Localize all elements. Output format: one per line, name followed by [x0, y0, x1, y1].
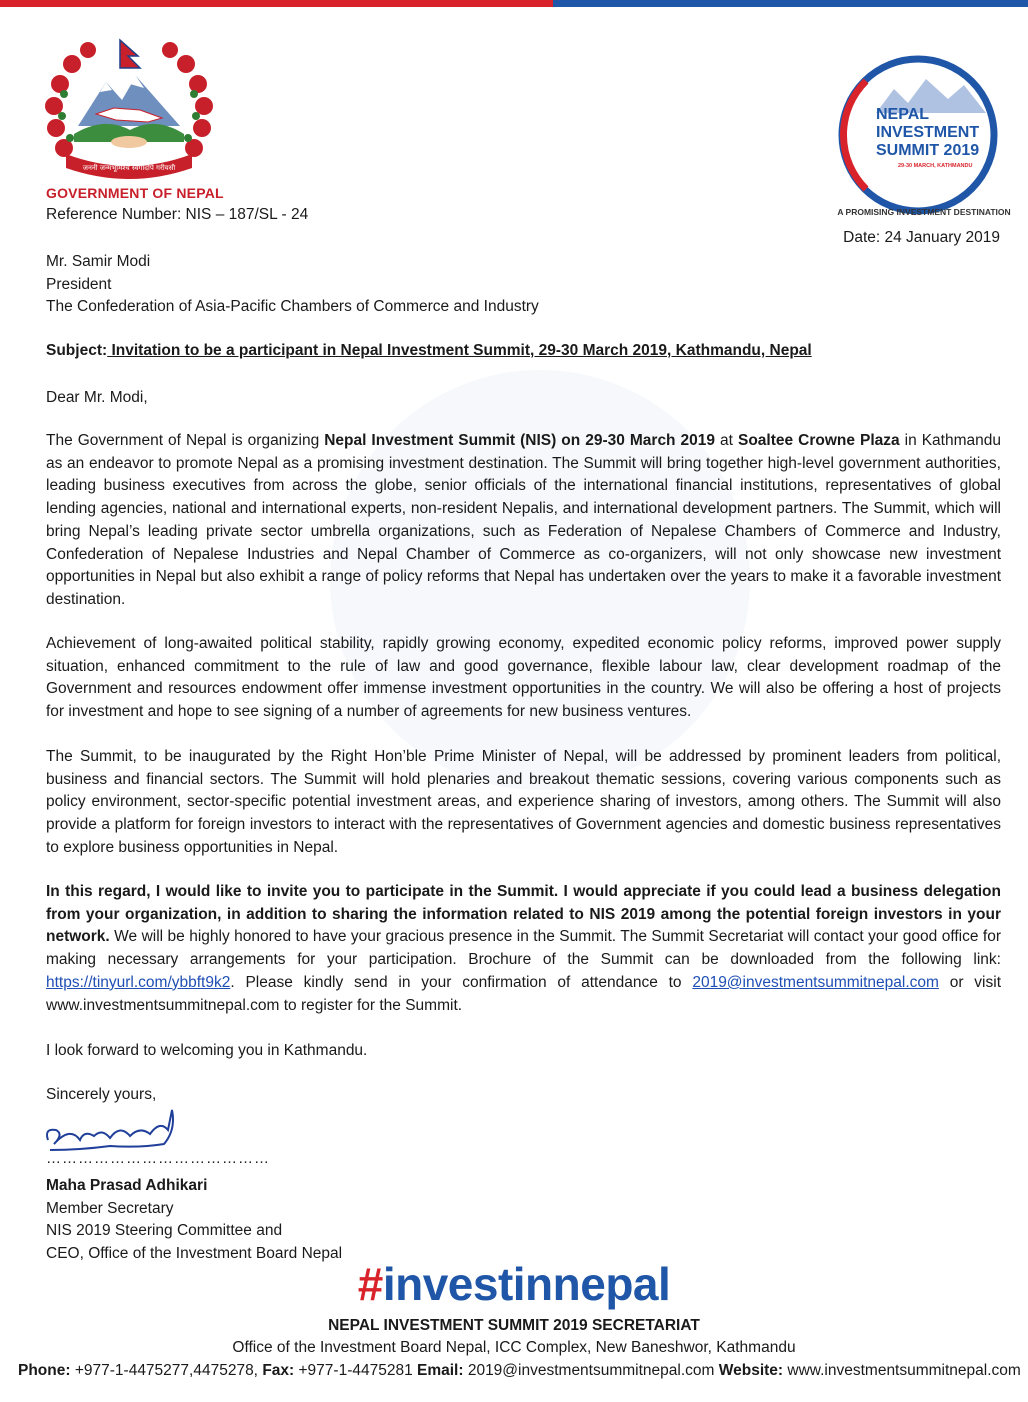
logo-line-summit: SUMMIT 2019 — [876, 142, 980, 159]
email-link[interactable]: 2019@investmentsummitnepal.com — [692, 973, 939, 991]
p4-text-1: We will be highly honored to have your gracious presence in the Summit. The Summit Secretariat will contact your good office for making necessary arrangements for your participation. Brochure of the Summit can be downloaded from the following link: — [46, 928, 1001, 969]
addressee-block — [46, 251, 539, 319]
salutation: Dear Mr. Modi, — [46, 389, 148, 406]
footer-website[interactable]: www.investmentsummitnepal.com — [783, 1362, 1021, 1379]
fax-value: +977-1-4475281 — [294, 1362, 417, 1379]
signer-name: Maha Prasad Adhikari — [46, 1177, 208, 1194]
fax-label: Fax: — [262, 1362, 295, 1379]
paragraph-2: Achievement of long-awaited political stability, rapidly growing economy, expedited economic policy reforms, improved power supply situation, enhanced commitment to the rule of law and good governance, flexible labour law, clear development roadmap of the Government and resources endowment offer immense investment opportunities in the country. We will also be offering a host of projects for investment and hope to see signing of a number of agreements for new business ventures. — [46, 635, 1001, 721]
p4-text-3: or visit www.investmentsummitnepal.com to register for the Summit. — [46, 973, 1001, 1014]
phone-label: Phone: — [18, 1362, 71, 1379]
subject-label: Subject: — [46, 342, 108, 359]
signer-title-1: Member Secretary — [46, 1199, 174, 1217]
addressee-name: Mr. Samir Modi — [46, 253, 151, 270]
logo-line-nepal: NEPAL — [876, 106, 930, 123]
footer-address: Office of the Investment Board Nepal, ICC Complex, New Baneshwor, Kathmandu — [232, 1339, 796, 1356]
email-label: Email: — [417, 1362, 464, 1379]
addressee-title: President — [46, 275, 112, 293]
p4-invitation-bold: In this regard, I would like to invite you to participate in the Summit. I would appreciate if you could lead a business delegation from your organization, in addition to sharing the information related to NIS 2019 among the potential foreign investors in your network. — [46, 883, 1001, 946]
nis-2019-logo-icon — [836, 55, 1004, 215]
p1-text-e: in Kathmandu as an endeavor to promote Nepal as a promising investment destination. The Summit will bring together high-level government authorities, leading business executives from across the globe, senior officials of the international financial institutions, representatives of global lending agencies, national and international experts, non-resident Nepalis, and international development partners. The Summit, which will bring Nepal’s leading private sector umbrella organizations, such as Federation of Nepalese Chambers of Commerce and Industry, Confederation of Nepalese Industries and Nepal Chamber of Commerce as co-organizers, will not only showcase new investment opportunities in Nepal but also exhibit a range of policy reforms that Nepal has undertaken over the years to make it a favorable investment destination. — [46, 432, 1001, 608]
footer-email[interactable]: 2019@investmentsummitnepal.com — [463, 1362, 719, 1379]
p1-text-a: The Government of Nepal is organizing — [46, 432, 325, 449]
p1-venue: Soaltee Crowne Plaza — [737, 432, 900, 449]
brochure-link[interactable]: https://tinyurl.com/ybbft9k2 — [46, 973, 231, 991]
nepal-emblem-icon — [44, 38, 214, 184]
hashtag-symbol: # — [357, 1258, 383, 1310]
paragraph-4 — [46, 881, 1001, 1017]
subject-line — [46, 342, 812, 360]
paragraph-3: The Summit, to be inaugurated by the Right Hon’ble Prime Minister of Nepal, will be addressed by prominent leaders from political, business and financial sectors. The Summit will hold plenaries and breakout thematic sessions, covering various components such as policy environment, sector-specific potential investment areas, and experience sharing of investors, among others. The Summit will also provide a platform for foreign investors to interact with the representatives of Government agencies and domestic business representatives to explore business opportunities in Nepal. — [46, 748, 1001, 856]
p1-summit-name: Nepal Investment Summit (NIS) on 29-30 March 2019 — [324, 432, 716, 449]
letter-date: Date: 24 January 2019 — [843, 229, 1000, 246]
footer-contact — [18, 1362, 1021, 1380]
hashtag-text: investinnepal — [382, 1258, 671, 1310]
top-bar-red — [0, 0, 553, 7]
addressee-organization: The Confederation of Asia-Pacific Chambers of Commerce and Industry — [46, 298, 539, 315]
p1-text-c: at — [715, 432, 738, 449]
signer-title-3: CEO, Office of the Investment Board Nepal — [46, 1244, 343, 1262]
hashtag — [0, 1257, 1028, 1311]
signer-title-2: NIS 2019 Steering Committee and — [46, 1222, 283, 1239]
signature-line: …………………………………… — [46, 1150, 270, 1167]
emblem-motto: जननी जन्मभूमिश्च स्वर्गादपि गरीयसी — [82, 164, 176, 172]
closing: Sincerely yours, — [46, 1086, 157, 1103]
top-bar-blue — [553, 0, 1028, 7]
logo-tagline: A PROMISING INVESTMENT DESTINATION — [837, 207, 1011, 217]
p4-text-2: . Please kindly send in your confirmation of attendance to — [230, 973, 693, 991]
reference-number: Reference Number: NIS – 187/SL - 24 — [46, 206, 309, 223]
footer-secretariat: NEPAL INVESTMENT SUMMIT 2019 SECRETARIAT — [328, 1317, 700, 1334]
paragraph-5: I look forward to welcoming you in Kathmandu. — [46, 1042, 368, 1059]
logo-line-investment: INVESTMENT — [876, 124, 980, 141]
subject-text: Invitation to be a participant in Nepal Investment Summit, 29-30 March 2019, Kathmandu, Nepal — [107, 342, 812, 359]
top-color-bar — [0, 0, 1028, 7]
paragraph-1 — [46, 430, 1001, 612]
signer-block — [46, 1175, 342, 1265]
website-label: Website: — [718, 1362, 784, 1379]
logo-dates: 29-30 MARCH, KATHMANDU — [898, 163, 973, 169]
government-name: GOVERNMENT OF NEPAL — [46, 185, 224, 201]
phone-value: +977-1-4475277,4475278, — [70, 1362, 263, 1379]
